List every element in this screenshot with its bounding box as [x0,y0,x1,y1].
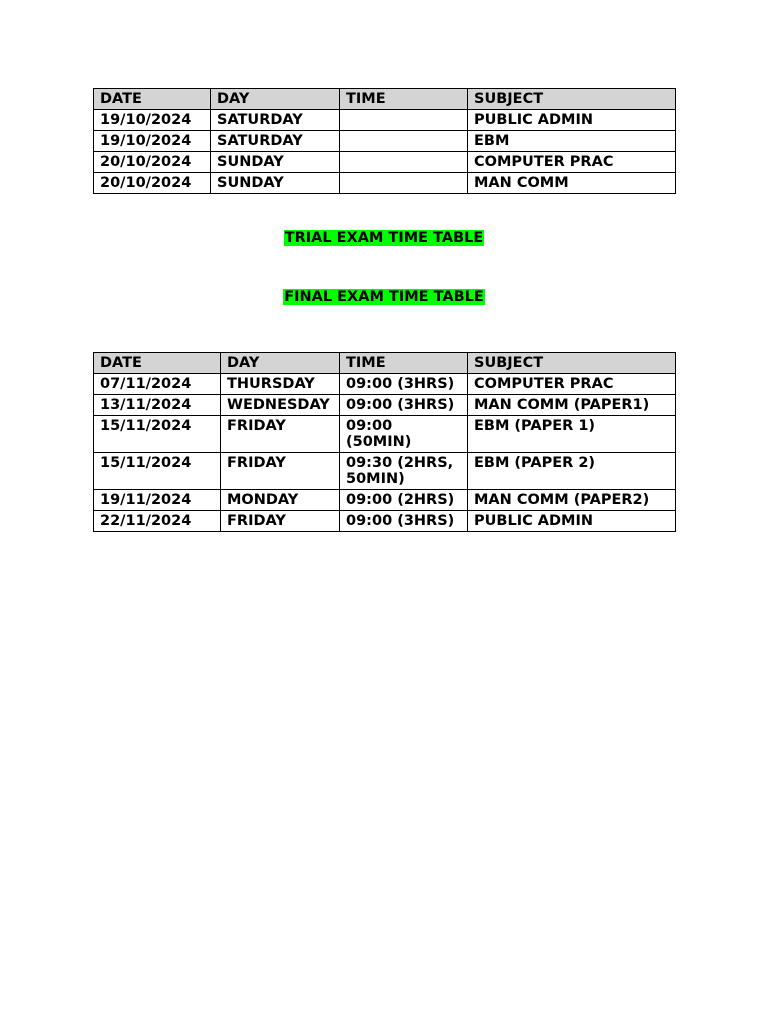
cell-date: 15/11/2024 [94,416,221,453]
cell-subject: COMPUTER PRAC [468,152,676,173]
cell-time [340,131,468,152]
header-day: DAY [221,353,340,374]
cell-time [340,173,468,194]
cell-date: 19/10/2024 [94,110,211,131]
cell-date: 20/10/2024 [94,152,211,173]
cell-subject: PUBLIC ADMIN [468,511,676,532]
cell-subject: COMPUTER PRAC [468,374,676,395]
table-row [94,374,676,395]
cell-day: FRIDAY [221,416,340,453]
cell-time: 09:30 (2HRS, 50MIN) [340,453,468,490]
cell-day: FRIDAY [221,511,340,532]
header-subject: SUBJECT [468,353,676,374]
table-row [94,511,676,532]
cell-day: SATURDAY [211,131,340,152]
final-exam-heading [0,288,768,306]
cell-date: 13/11/2024 [94,395,221,416]
cell-date: 19/10/2024 [94,131,211,152]
trial-exam-table [93,88,676,194]
cell-date: 19/11/2024 [94,490,221,511]
cell-date: 20/10/2024 [94,173,211,194]
table-row [94,152,676,173]
cell-time: 09:00 (3HRS) [340,374,468,395]
cell-time: 09:00 (50MIN) [340,416,468,453]
cell-date: 07/11/2024 [94,374,221,395]
header-day: DAY [211,89,340,110]
cell-day: THURSDAY [221,374,340,395]
table-row [94,490,676,511]
header-date: DATE [94,89,211,110]
table-row [94,453,676,490]
cell-subject: PUBLIC ADMIN [468,110,676,131]
table-row [94,395,676,416]
cell-day: SUNDAY [211,152,340,173]
cell-subject: EBM (PAPER 2) [468,453,676,490]
cell-day: MONDAY [221,490,340,511]
cell-time: 09:00 (2HRS) [340,490,468,511]
trial-exam-heading [0,229,768,247]
cell-date: 15/11/2024 [94,453,221,490]
table-row [94,131,676,152]
cell-subject: MAN COMM (PAPER1) [468,395,676,416]
cell-time: 09:00 (3HRS) [340,511,468,532]
table-row [94,173,676,194]
cell-day: FRIDAY [221,453,340,490]
table-row [94,110,676,131]
table-header-row [94,89,676,110]
cell-subject: MAN COMM (PAPER2) [468,490,676,511]
final-exam-table [93,352,676,532]
header-time: TIME [340,353,468,374]
header-date: DATE [94,353,221,374]
cell-subject: EBM [468,131,676,152]
cell-time: 09:00 (3HRS) [340,395,468,416]
cell-subject: EBM (PAPER 1) [468,416,676,453]
cell-time [340,152,468,173]
final-exam-heading-text: FINAL EXAM TIME TABLE [284,289,484,305]
header-time: TIME [340,89,468,110]
cell-day: SATURDAY [211,110,340,131]
cell-subject: MAN COMM [468,173,676,194]
table-header-row [94,353,676,374]
table-row [94,416,676,453]
cell-day: WEDNESDAY [221,395,340,416]
cell-time [340,110,468,131]
header-subject: SUBJECT [468,89,676,110]
cell-day: SUNDAY [211,173,340,194]
cell-date: 22/11/2024 [94,511,221,532]
trial-exam-heading-text: TRIAL EXAM TIME TABLE [284,230,484,246]
